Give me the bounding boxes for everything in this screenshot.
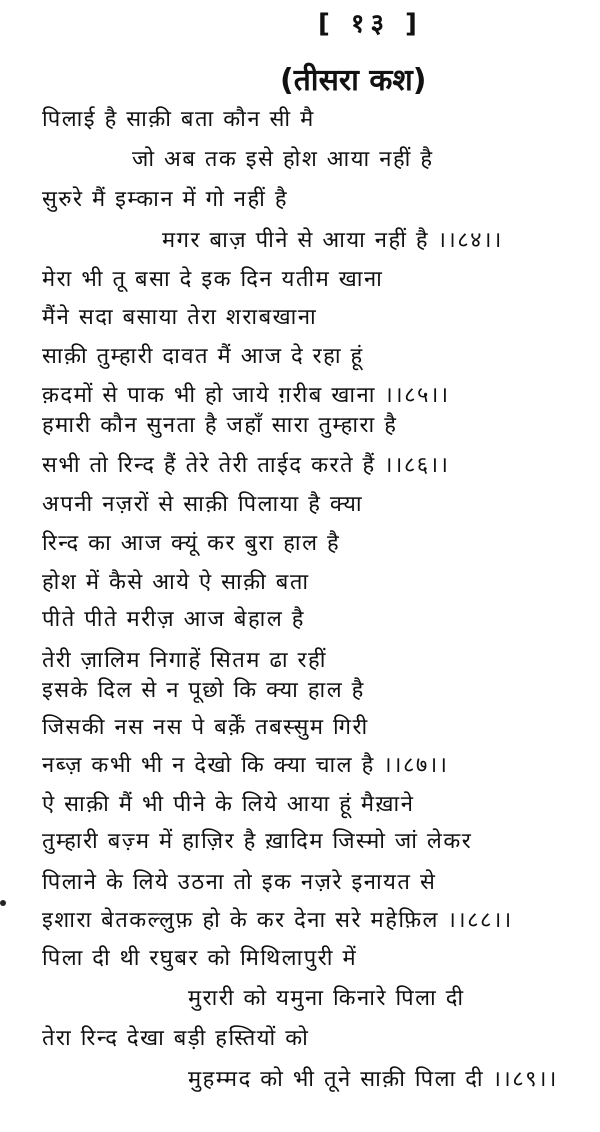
verse-line: तुम्हारी बज़्म में हाज़िर है ख़ादिम जिस्मो जां लेकर [42,829,473,854]
verse-line: हमारी कौन सुनता है जहाँ सारा तुम्हारा है [42,413,398,438]
verse-line: जिसकी नस नस पे बर्क़ें तबस्सुम गिरी [42,715,369,740]
verse-line: मुरारी को यमुना किनारे पिला दी [188,986,465,1011]
verse-line: साक़ी तुम्हारी दावत मैं आज दे रहा हूं [42,344,364,369]
verse-line: इशारा बेतकल्लुफ़ हो के कर देना सरे महेफ़िल ।।८८।। [42,908,513,933]
verse-line: पीते पीते मरीज़ आज बेहाल है [42,607,305,632]
verse-line: जो अब तक इसे होश आया नहीं है [132,147,434,172]
verse-line: होश में कैसे आये ऐ साक़ी बता [42,570,310,595]
verse-line: मगर बाज़ पीने से आया नहीं है ।।८४।। [162,228,503,253]
verse-line: मेरा भी तू बसा दे इक दिन यतीम खाना [42,267,384,292]
section-heading: (तीसरा कश) [280,63,427,98]
verse-line: क़दमों से पाक भी हो जाये ग़रीब खाना ।।८५।। [42,383,450,408]
verse-line: तेरी ज़ालिम निगाहें सितम ढा रहीं [42,648,327,673]
verse-line: मुहम्मद को भी तूने साक़ी पिला दी ।।८९।। [188,1067,558,1092]
verse-line: पिलाने के लिये उठना तो इक नज़रे इनायत से [42,870,437,895]
verse-line: इसके दिल से न पूछो कि क्या हाल है [42,678,365,703]
page-speck [0,900,6,906]
verse-line: सभी तो रिन्द हैं तेरे तेरी ताईद करते हैं ।।८६।। [42,453,450,478]
verse-line: नब्ज़ कभी भी न देखो कि क्या चाल है ।।८७।। [42,753,449,778]
verse-line: रिन्द का आज क्यूं कर बुरा हाल है [42,531,341,556]
verse-line: पिला दी थी रघुबर को मिथिलापुरी में [42,946,358,971]
verse-line: तेरा रिन्द देखा बड़ी हस्तियों को [42,1026,310,1051]
verse-line: सुरुरे मैं इम्कान में गो नहीं है [42,187,289,212]
verse-line: मैंने सदा बसाया तेरा शराबखाना [42,305,318,330]
page-number: [ १३ ] [318,9,423,39]
verse-line: पिलाई है साक़ी बता कौन सी मै [42,107,315,132]
verse-line: ऐ साक़ी मैं भी पीने के लिये आया हूं मैख़ाने [42,792,415,817]
verse-line: अपनी नज़रों से साक़ी पिलाया है क्या [42,492,364,517]
